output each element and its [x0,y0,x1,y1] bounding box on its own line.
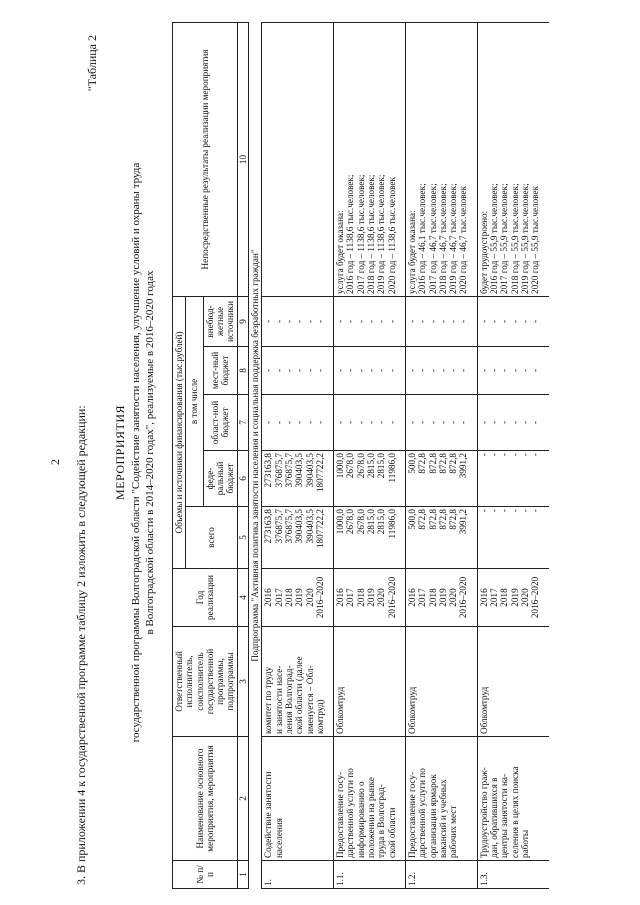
funding-regional-line: - [478,420,489,425]
document-title: МЕРОПРИЯТИЯ [113,405,127,500]
funding-total-line: 11986,0 [386,509,397,539]
implementation-years-line: 2020 [519,588,530,607]
implementation-years-line: 2016–2020 [530,576,541,619]
funding-total [334,507,406,569]
funding-local-line: - [478,368,489,373]
direct-results-line: 2018 год – 55,9 тыс.человек; [509,183,520,294]
direct-results [334,22,406,296]
funding-extrabudget-line: - [314,319,325,324]
funding-regional-line: - [530,420,541,425]
table-row [477,22,548,888]
funding-extrabudget-line: - [273,319,284,324]
funding-regional-line: - [427,420,438,425]
measure-name-line: Содействие занятости [263,771,274,858]
header-name: Наименование основного мероприятия, мероприятия [173,737,238,861]
funding-extrabudget-line: - [386,319,397,324]
implementation-years-line: 2019 [294,588,305,607]
row-number: 1.2. [405,861,477,889]
funding-extrabudget [334,296,406,346]
funding-federal-line: 872,8 [448,453,459,474]
direct-results-line: 2016 год – 55,9 тыс.человек; [489,183,500,294]
funding-total-line: 390403,5 [304,509,315,544]
header-results: Непосредственные результаты реализации мероприятия [173,22,238,296]
funding-extrabudget-line: - [376,319,387,324]
implementation-years-line: 2016–2020 [314,576,325,619]
funding-extrabudget-line: - [294,319,305,324]
funding-total-line: 390403,5 [294,509,305,544]
column-number: 6 [237,451,248,507]
funding-regional-line: - [273,420,284,425]
funding-federal [334,451,406,507]
funding-total-line: 1807722,2 [314,509,325,549]
implementation-years-line: 2020 [448,588,459,607]
page-number: 2 [48,459,62,465]
funding-extrabudget [405,296,477,346]
direct-results-line: 2016 год – 46,1 тыс.человек; [417,183,428,294]
funding-total-line: 872,8 [437,509,448,530]
funding-local-line: - [304,368,315,373]
funding-total-line: 872,8 [448,509,459,530]
implementation-years-line: 2018 [283,588,294,607]
funding-regional [262,395,334,451]
column-number: 9 [237,296,248,346]
direct-results-line: 2017 год – 55,9 тыс.человек; [499,183,510,294]
funding-local-line: - [283,368,294,373]
funding-federal-line: 500,0 [406,453,417,474]
funding-extrabudget-line: - [406,319,417,324]
funding-total-line: - [489,509,500,513]
funding-federal [262,451,334,507]
funding-extrabudget-line: - [448,319,459,324]
implementation-years-line: 2019 [366,588,377,607]
funding-total-line: 376875,7 [283,509,294,544]
responsible-executor-line: именуется – Обл- [304,665,315,734]
header-no: № п/п [173,861,238,889]
direct-results-line: будет трудоустроено: [478,210,489,294]
funding-extrabudget-line: - [417,319,428,324]
funding-regional-line: - [283,420,294,425]
funding-federal-line: 273163,8 [263,453,274,488]
funding-local-line: - [314,368,325,373]
document-subtitle-line-1: государственной программы Волгоградской области "Содействие занятости населения, улучшение условий и охраны труда [130,162,142,743]
column-number: 1 [237,861,248,889]
funding-extrabudget [262,296,334,346]
intro-paragraph: 3. В приложении 4 к государственной программе таблицу 2 изложить в следующей редакции: [74,405,88,885]
implementation-years-line: 2017 [489,588,500,607]
funding-regional-line: - [489,420,500,425]
direct-results-line: услуга будет оказана: [335,210,346,294]
implementation-years-line: 2017 [273,588,284,607]
funding-federal-line: 376875,7 [283,453,294,488]
funding-federal [477,451,548,507]
column-number: 3 [237,627,248,737]
funding-local-line: - [263,368,274,373]
implementation-years-line: 2016 [263,588,274,607]
funding-federal-line: - [478,453,489,457]
direct-results-line: 2020 год – 46,7 тыс.человек [458,185,469,294]
responsible-executor [405,627,477,737]
column-number: 7 [237,395,248,451]
direct-results-line: 2019 год – 1138,6 тыс.человек; [376,174,387,294]
header-including: в том числе [186,296,204,506]
column-number-row [237,22,248,888]
funding-local-line: - [294,368,305,373]
funding-federal-line: 390403,5 [294,453,305,488]
funding-regional-line: - [406,420,417,425]
funding-local-line: - [273,368,284,373]
funding-federal-line: 872,8 [417,453,428,474]
column-number: 5 [237,507,248,569]
funding-total-line: - [478,509,489,513]
funding-total [262,507,334,569]
funding-federal-line: - [530,453,541,457]
measure-name [405,737,477,861]
direct-results-line: 2016 год – 1138,6 тыс.человек; [345,174,356,294]
funding-total [405,507,477,569]
funding-total-line: 872,8 [417,509,428,530]
measure-name-line: ской области [386,807,397,858]
funding-regional-line: - [386,420,397,425]
direct-results [477,22,548,296]
implementation-years [405,569,477,627]
row-number: 1. [262,861,334,889]
header-extrabudget: внебюд-жетные источники [203,296,237,346]
funding-extrabudget [477,296,548,346]
direct-results-line: услуга будет оказана: [406,210,417,294]
funding-extrabudget-line: - [458,319,469,324]
funding-regional-line: - [335,420,346,425]
funding-local-line: - [335,368,346,373]
direct-results-line: 2017 год – 46,7 тыс.человек; [427,183,438,294]
funding-federal-line: 390403,5 [304,453,315,488]
funding-local-line: - [417,368,428,373]
subprogram-title: Подпрограмма "Активная политика занятости населения и социальная поддержка безработных граждан" [249,22,262,888]
column-number: 8 [237,347,248,395]
funding-federal-line: 11986,0 [386,453,397,483]
funding-federal [405,451,477,507]
funding-regional-line: - [314,420,325,425]
direct-results-line: 2020 год – 55,9 тыс.человек [530,185,541,294]
measure-name-line: дарственной услуги по [417,768,428,858]
funding-extrabudget-line: - [283,319,294,324]
funding-extrabudget-line: - [530,319,541,324]
measure-name-line: организации ярмарок [427,774,438,858]
direct-results-line: 2019 год – 46,7 тыс.человек; [448,183,459,294]
measure-name-line: центры занятости на- [499,773,510,858]
measure-name-line: селения в целях поиска [509,766,520,858]
funding-local-line: - [519,368,530,373]
funding-local [334,347,406,395]
implementation-years-line: 2020 [304,588,315,607]
direct-results-line: 2018 год – 46,7 тыс.человек; [437,183,448,294]
implementation-years-line: 2018 [499,588,510,607]
funding-federal-line: 2678,0 [345,453,356,479]
implementation-years [477,569,548,627]
funding-total-line: 872,8 [427,509,438,530]
funding-local-line: - [530,368,541,373]
row-number: 1.1. [334,861,406,889]
funding-extrabudget-line: - [519,319,530,324]
funding-extrabudget-line: - [499,319,510,324]
measure-name-line: Предоставление госу- [406,771,417,858]
funding-regional-line: - [448,420,459,425]
funding-federal-line: 1807722,2 [314,453,325,493]
funding-total-line: - [530,509,541,513]
direct-results-line: 2017 год – 1138,6 тыс.человек; [355,174,366,294]
funding-local-line: - [345,368,356,373]
funding-federal-line: 2815,0 [376,453,387,479]
responsible-executor-line: Облкомтруд [335,686,346,734]
measure-name-line: вакансий и учебных [437,779,448,858]
measure-name-line: Трудоустройство граж- [478,767,489,858]
funding-extrabudget-line: - [335,319,346,324]
responsible-executor-line: и занятости насе- [273,665,284,734]
header-federal: феде-ральный бюджет [203,451,237,507]
table-label: "Таблица 2 [85,35,99,92]
funding-federal-line: 872,8 [437,453,448,474]
funding-regional [405,395,477,451]
measure-name-line: населения [273,818,284,858]
funding-regional-line: - [366,420,377,425]
funding-extrabudget-line: - [355,319,366,324]
funding-federal-line: 872,8 [427,453,438,474]
header-funding: Объемы и источники финансирования (тыс.рублей) [173,296,186,568]
funding-federal-line: 3991,2 [458,453,469,479]
funding-local-line: - [406,368,417,373]
funding-local [262,347,334,395]
table-row [334,22,406,888]
funding-total-line: 2678,0 [345,509,356,535]
funding-regional-line: - [355,420,366,425]
funding-total-line: 273163,8 [263,509,274,544]
funding-regional [334,395,406,451]
implementation-years-line: 2017 [345,588,356,607]
responsible-executor-line: ления Волгоград- [283,665,294,734]
measure-name-line: труда в Волгоград- [376,784,387,858]
funding-local-line: - [437,368,448,373]
implementation-years-line: 2016 [335,588,346,607]
column-number: 10 [237,22,248,296]
funding-local-line: - [427,368,438,373]
subprogram-row [249,22,262,888]
measure-name-line: положении на рынке [366,777,377,858]
funding-federal-line: 2678,0 [355,453,366,479]
measure-name-line: дарственной услуги по [345,768,356,858]
implementation-years-line: 2016 [478,588,489,607]
direct-results-line: 2019 год – 55,9 тыс.человек; [519,183,530,294]
header-responsible: Ответственный исполнитель, соисполнитель государственной программы, подпрограммы [173,627,238,737]
funding-extrabudget-line: - [304,319,315,324]
responsible-executor-line: Облкомтруд [478,686,489,734]
funding-total-line: 1000,0 [335,509,346,535]
funding-regional-line: - [458,420,469,425]
funding-regional-line: - [376,420,387,425]
responsible-executor [477,627,548,737]
funding-extrabudget-line: - [509,319,520,324]
row-number: 1.3. [477,861,548,889]
column-number: 4 [237,569,248,627]
implementation-years-line: 2016–2020 [458,576,469,619]
responsible-executor-line: ской области (далее [294,656,305,734]
funding-local-line: - [366,368,377,373]
measure-name [262,737,334,861]
measures-table [172,22,549,889]
header-year: Год реализации [173,569,238,627]
funding-federal-line: - [499,453,510,457]
funding-regional-line: - [294,420,305,425]
responsible-executor-line: Облкомтруд [406,686,417,734]
funding-total-line: 2815,0 [376,509,387,535]
implementation-years-line: 2016–2020 [386,576,397,619]
funding-regional-line: - [509,420,520,425]
funding-regional-line: - [304,420,315,425]
funding-local-line: - [376,368,387,373]
header-local: мест-ный бюджет [203,347,237,395]
funding-federal-line: - [509,453,520,457]
funding-local-line: - [499,368,510,373]
header-total: всего [186,507,237,569]
measure-name [477,737,548,861]
funding-regional [477,395,548,451]
table-row [405,22,477,888]
funding-federal-line: 1000,0 [335,453,346,479]
funding-local-line: - [386,368,397,373]
column-number: 2 [237,737,248,861]
direct-results [405,22,477,296]
funding-regional-line: - [417,420,428,425]
funding-local-line: - [509,368,520,373]
responsible-executor-line: комитет по труду [263,666,274,734]
responsible-executor-line: комтруд) [314,699,325,734]
funding-local-line: - [448,368,459,373]
funding-local [477,347,548,395]
funding-local-line: - [355,368,366,373]
funding-total [477,507,548,569]
funding-regional-line: - [499,420,510,425]
implementation-years-line: 2018 [427,588,438,607]
funding-total-line: 2815,0 [366,509,377,535]
funding-regional-line: - [519,420,530,425]
direct-results [262,22,334,296]
funding-extrabudget-line: - [263,319,274,324]
document-subtitle-line-2: в Волгоградской области в 2014–2020 годах", реализуемые в 2016–2020 годах [144,270,156,635]
funding-total-line: - [499,509,510,513]
measure-name-line: дан, обратившихся в [489,777,500,858]
funding-regional-line: - [345,420,356,425]
measure-name-line: рабочих мест [448,805,459,858]
measure-name-line: работы [519,829,530,858]
funding-regional-line: - [437,420,448,425]
funding-extrabudget-line: - [489,319,500,324]
funding-federal-line: 2815,0 [366,453,377,479]
table-row [262,22,334,888]
funding-extrabudget-line: - [437,319,448,324]
funding-extrabudget-line: - [345,319,356,324]
measure-name-line: Предоставление госу- [335,771,346,858]
implementation-years-line: 2019 [509,588,520,607]
funding-total-line: 376875,7 [273,509,284,544]
funding-extrabudget-line: - [366,319,377,324]
direct-results-line: 2018 год – 1138,6 тыс.человек; [366,174,377,294]
funding-extrabudget-line: - [478,319,489,324]
implementation-years [262,569,334,627]
funding-total-line: - [509,509,520,513]
implementation-years-line: 2016 [406,588,417,607]
direct-results-line: 2020 год – 1138,6 тыс.человек [386,177,397,294]
funding-total-line: 500,0 [406,509,417,530]
implementation-years [334,569,406,627]
funding-extrabudget-line: - [427,319,438,324]
funding-total-line: 2678,0 [355,509,366,535]
funding-local-line: - [458,368,469,373]
measure-name [334,737,406,861]
funding-local-line: - [489,368,500,373]
responsible-executor [262,627,334,737]
implementation-years-line: 2017 [417,588,428,607]
funding-federal-line: - [519,453,530,457]
implementation-years-line: 2018 [355,588,366,607]
responsible-executor [334,627,406,737]
funding-federal-line: - [489,453,500,457]
funding-total-line: - [519,509,530,513]
funding-federal-line: 376875,7 [273,453,284,488]
header-regional: област-ной бюджет [203,395,237,451]
funding-total-line: 3991,2 [458,509,469,535]
implementation-years-line: 2020 [376,588,387,607]
funding-regional-line: - [263,420,274,425]
funding-local [405,347,477,395]
measure-name-line: информированию о [355,781,366,858]
implementation-years-line: 2019 [437,588,448,607]
